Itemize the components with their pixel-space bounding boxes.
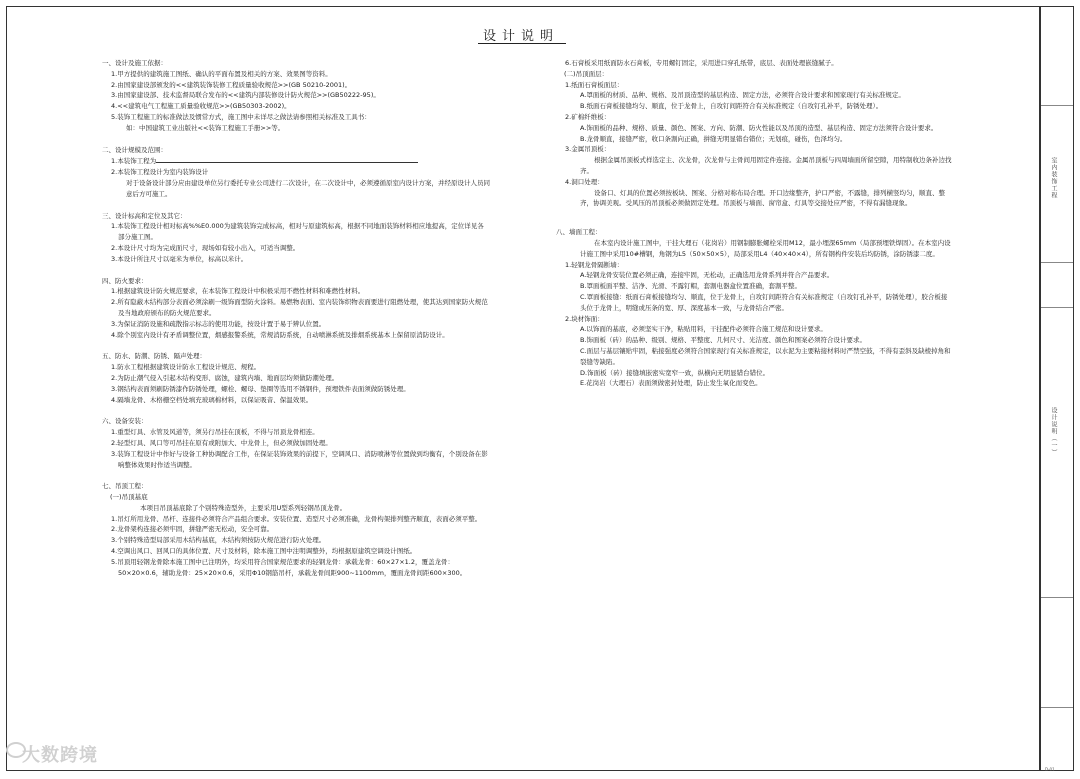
list-item: 2.本设计尺寸均为完成面尺寸，现场如有较小出入，可适当调整。 (111, 243, 300, 252)
list-item: 4.除个别室内设计有矛盾调整位置，烟感报警系统，常规消防系统，自动喷淋系统及排烟系统基本上保留原消防设计。 (111, 330, 449, 339)
subsection-heading: (二)吊顶面层： (564, 69, 609, 78)
list-item: 3.装饰工程设计中作好与设备工种协调配合工作，在保证装饰效果的前提下，空调风口、消防喷淋等位置做到均衡有，个别设备在影响整体效果时作适当调整。 (111, 449, 488, 469)
section (102, 145, 490, 200)
list-item: 1.吊灯所用龙骨、吊杆、连接件必须符合产品组合要求。安装位置、造型尺寸必须准确，龙骨构架排列整齐顺直，表面必须平整。 (111, 514, 482, 523)
section (102, 211, 490, 265)
list-item: D.饰面板（砖）接缝填嵌密实宽窄一致，纵横向无明显错台错位。 (580, 368, 770, 377)
list-item: C.罩面板接缝：纸面石膏板接缝均匀、顺直，位于龙骨上，自攻钉间距符合有关标准规定（自攻钉孔补平，防锈处理），胶合板接头位于龙骨上，明缝或压条的宽、厚、深度基本一致，与龙骨结合严密。 (580, 292, 948, 312)
list-item: 3.钢结构表面须刷防锈漆作防锈处理，螺栓、螺母、垫圈等选用不锈钢件，预埋铁件表面须做防锈处理。 (111, 384, 410, 393)
title-underline (478, 43, 566, 44)
title-block-divider (1041, 307, 1073, 308)
section-intro: 在本室内设计施工图中，干挂大理石（花岗岩）用钢制膨胀螺栓采用M12，最小埋深65mm（局部预埋铁焊固）。在本室内设计施工图中采用10#槽钢，角钢为L5（50×50×5），局部采用L4（40×40×4），所有钢构件安装后均防锈，涂防锈漆二度。 (580, 238, 951, 258)
section (102, 416, 490, 470)
project-label: 室内装饰工程 (1050, 157, 1057, 199)
list-item: 1.甲方提供的建筑施工图纸、确认的平面布置及相关的方案、效果图等资料。 (111, 69, 332, 78)
section-heading: 六、设备安装： (102, 417, 148, 426)
title-block-divider (1041, 707, 1073, 708)
section-heading: 二、设计规模及范围： (102, 145, 167, 154)
list-item: 1.纸面石膏板面层： (565, 80, 624, 89)
list-item: B.饰面板（砖）的品种、级别、规格、平整度、几何尺寸、光洁度、颜色和图案必须符合设计要求。 (580, 336, 867, 345)
title-block-divider (1041, 262, 1073, 263)
section (102, 351, 490, 405)
list-item: C.面层与基层镶贴牢固，粘接强度必须符合国家现行有关标准规定，以水泥为主要粘接材料时严禁空鼓，不得有歪斜及缺棱掉角和裂缝等缺陷。 (580, 346, 951, 366)
list-item: A.罩面板的材质、品种、规格、及吊顶造型的基层构造、固定方法，必须符合设计要求和国家现行有关标准规定。 (580, 91, 905, 100)
section-heading: 五、防水、防潮、防锈、隔声处理： (102, 352, 206, 361)
section-heading: 一、设计及施工依据： (102, 59, 167, 67)
list-item: 3.为保证消防设施和疏散指示标志的使用功能，按设计置于易于辨认位置。 (111, 319, 326, 328)
list-item: 如：中国建筑工业出版社<<装饰工程施工手册>>等。 (126, 123, 285, 132)
list-item: 5.吊顶用轻钢龙骨除本施工图中已注明外，均采用符合国家规范要求的轻钢龙骨：承载龙骨：60×27×1.2，覆盖龙骨：50×20×0.6，辅助龙骨：25×20×0.6，采用Φ10钢筋吊杆，承载龙骨间距900~1100mm，覆面龙骨间距600×300。 (111, 557, 467, 577)
section-heading: 三、设计标高和定位及其它： (102, 211, 187, 220)
list-item: 1.本装饰工程为 (102, 155, 490, 167)
list-item: 1.轻钢龙骨隔断墙： (565, 260, 624, 269)
left-column (102, 58, 490, 578)
list-item: 1.重型灯具、水管及风道等，须另行吊挂在顶板，不得与吊顶龙骨相连。 (111, 428, 319, 437)
subsection-heading: (一)吊顶基底 (110, 493, 148, 502)
list-item: 6.石膏板采用纸面防水石膏板，专用螺钉固定，采用进口穿孔纸带，底层、表面处理嵌缝腻子。 (565, 59, 838, 67)
title-block-divider (1041, 105, 1073, 106)
list-item: A.饰面板的品种、规格、质量、颜色、图案、方向、防潮、防火性能以及吊顶的造型、基层构造、固定方法须符合设计要求。 (580, 123, 938, 132)
list-item: 根据金属吊顶板式样选定主、次龙骨，次龙骨与主骨间用固定件连接。金属吊顶板与四周墙面所留空隙，用特制收边条补边找齐。 (580, 156, 952, 175)
right-column (556, 58, 952, 389)
section (102, 276, 490, 341)
list-item: 5.装饰工程施工的标准做法及惯常方式，施工图中未详尽之做法请参照相关标准及工具书： (111, 112, 371, 121)
list-item: B.纸面石膏板接缝均匀、顺直，位于龙骨上，自攻钉间距符合有关标准规定（自攻钉孔补平，防锈处理）。 (580, 102, 883, 111)
list-item: 对于设备设计部分应由建设单位另行委托专业公司进行二次设计，在二次设计中，必须遵循原室内设计方案，并经原设计人员同意后方可施工。 (126, 178, 490, 198)
blank-line (156, 155, 418, 163)
list-item: 3.金属吊顶板： (565, 145, 611, 154)
title-block-divider (1041, 597, 1073, 598)
list-item: 2.本装饰工程设计为室内装饰设计 (111, 168, 209, 177)
list-item: 2.轻型灯具、风口等可吊挂在原有或附加大、中龙骨上，但必须做加固处理。 (111, 438, 332, 447)
list-item: A.以饰面的基底，必须坚实干净，粘贴用料，干挂配件必须符合施工规范和设计要求。 (580, 325, 827, 334)
list-item: A.轻钢龙骨安装位置必须正确，连接牢固，无松动，正确选用龙骨系列并符合产品要求。 (580, 271, 834, 280)
list-item: 3.由国家建设部、技术监督局联合发布的<<建筑内部装修设计防火规范>>(GB50222-95)。 (111, 91, 380, 100)
section-heading: 七、吊顶工程： (102, 482, 148, 491)
section-intro: 本项目吊顶基底除了个别特殊造型外，主要采用U型系列轻钢吊顶龙骨。 (140, 503, 347, 512)
list-item: 1.防水工程根据建筑设计防水工程设计规范、规程。 (111, 363, 261, 372)
list-item: 4.空调出风口、回风口的具体位置、尺寸及材料，除本施工图中注明调整外，均根据原建筑空调设计图纸。 (111, 547, 417, 556)
section (556, 227, 952, 389)
list-item: 1.根据建筑设计防火规范要求，在本装饰工程设计中积极采用不燃性材料和难燃性材料。 (111, 287, 365, 296)
list-item: 2.由国家建设部颁发的<<建筑装饰装修工程质量验收规范>>(GB 50210-2001)。 (111, 80, 352, 89)
list-item: 3.个别特殊造型局部采用木结构基底，木结构须按防火规范进行防火处理。 (111, 536, 326, 545)
list-item: B.罩面板面平整、洁净、光滑、不露钉帽，套割电器盒位置准确，套割平整。 (580, 282, 802, 291)
list-item: 设备口、灯具的位置必须按板块、图案、分格对称布局合理。开口边缘整齐，护口严密，不露缝，排列横竖均匀，顺直、整齐，协调美观。受风压的吊顶板必须做固定处理。吊顶板与墙面、窗帘盒、灯具等交接处应严密，不得有漏缝现象。 (580, 188, 945, 208)
section (102, 58, 490, 134)
list-item: 2.为防止潮气侵入引起木结构变形、腐蚀，建筑内墙、地面层均须做防潮处理。 (111, 373, 339, 382)
list-item: 4.隔墙龙骨、木格栅空档处填充玻璃棉材料，以保证吸音、保温效果。 (111, 395, 313, 404)
section-heading: 八、墙面工程： (556, 228, 602, 237)
drawing-name: 设计说明（一） (1050, 407, 1057, 456)
page-title: 设计说明 (483, 29, 560, 44)
list-item: 3.本设计所注尺寸以毫米为单位，标高以米计。 (111, 254, 248, 263)
section (102, 481, 490, 578)
list-item: E.花岗岩（大理石）表面须做密封处理，防止发生氧化而变色。 (580, 379, 762, 388)
list-item: B.龙骨顺直，接缝严密，收口条割向正确，拼缝无明显错台错位；无划痕，碰伤，色泽均匀。 (580, 134, 847, 143)
title-block (1040, 6, 1074, 771)
watermark: 大数跨境 (22, 745, 98, 766)
list-item: 2.龙骨架构连接必须牢固，拼缝严密无松动，安全可靠。 (111, 525, 274, 534)
sheet-number: D-01 (1045, 767, 1055, 772)
list-item: 1.本装饰工程设计相对标高%%E0.000为建筑装饰完成标高，相对与原建筑标高，根据不同地面装饰材料相应地提高，定位详见各部分施工图。 (111, 222, 484, 242)
list-item: 2.块材饰面： (565, 314, 604, 323)
list-item: 4.洞口处理： (565, 177, 604, 186)
section-heading: 四、防火要求： (102, 276, 148, 285)
list-item: 2.所有隐蔽木结构部分表面必须涂刷一级饰面型防火涂料。易燃物表面、室内装饰织物表面要进行阻燃处理，使其达到国家防火规范及当地政府颁布的防火规范要求。 (111, 298, 488, 317)
list-item: 2.矿棉纤维板： (565, 112, 611, 121)
list-item: 4.<<建筑电气工程施工质量验收规范>>(GB50303-2002)。 (111, 102, 291, 111)
